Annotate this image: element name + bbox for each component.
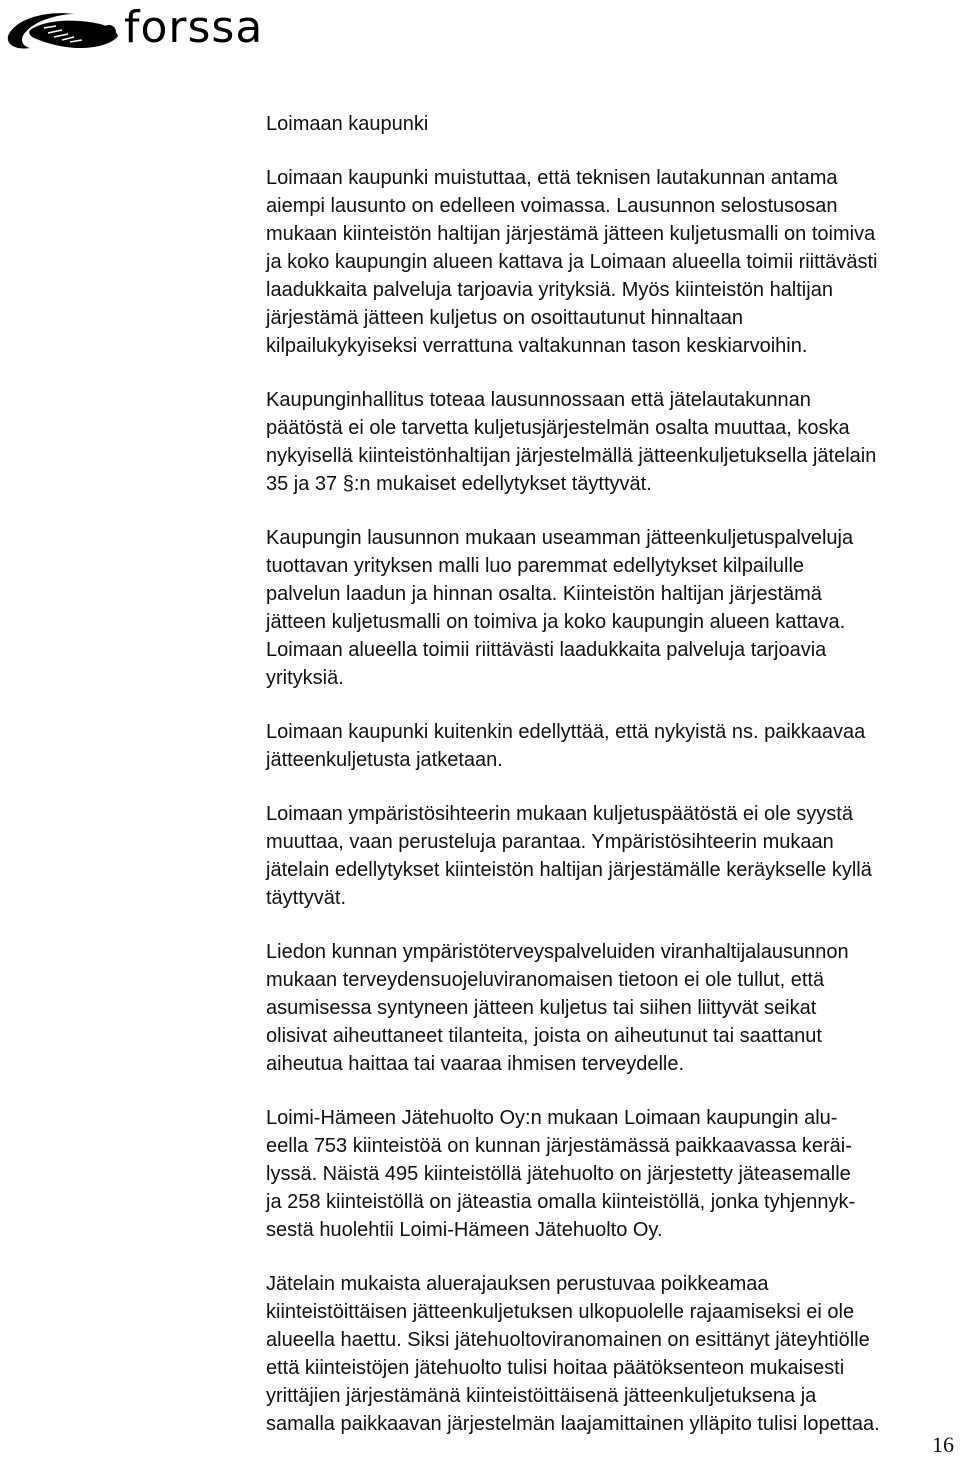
paragraph-loimi-hame: Loimi-Hämeen Jätehuolto Oy:n mukaan Loimaan kaupungin alu- eella 753 kiinteistöä on kunnan järjestämässä paikkaavassa keräi- lyssä. Näistä 495 kiinteistöllä jätehuolto on järjestetty jäteasemalle ja 258 kiinteistöllä on jäteastia omalla kiinteistöllä, jonka tyhjennyk- sestä huolehtii Loimi-Hämeen Jätehuolto Oy. [266,1107,856,1241]
paragraph-lieto-health: Liedon kunnan ympäristöterveyspalveluiden viranhaltijalausunnon mukaan terveydensuojeluviranomaisen tietoon ei ole tullut, että asumisessa syntyneen jätteen kuljetus tai siihen liittyvät seikat olisivat aiheuttaneet tilanteita, joista on aiheutunut tai saattanut aiheutua haittaa tai vaaraa ihmisen terveydelle. [266,941,849,1075]
paragraph-waste-law: Jätelain mukaista aluerajauksen perustuvaa poikkeamaa kiinteistöittäisen jätteenkuljetuksen ulkopuolelle rajaamiseksi ei ole alueella haettu. Siksi jätehuoltoviranomainen on esittänyt jäteyhtiölle että kiinteistöjen jätehuolto tulisi hoitaa päätöksenteon mukaisesti yrittäjien järjestämänä kiinteistöittäisenä jätteenkuljetuksena ja samalla paikkaavan järjestelmän laajamittainen ylläpito tulisi lopettaa. [266,1273,880,1435]
page-number: 16 [932,1432,954,1457]
paragraph-loimaa-statement: Loimaan kaupunki muistuttaa, että teknisen lautakunnan antama aiempi lausunto on edelleen voimassa. Lausunnon selostusosan mukaan kiinteistön haltijan järjestämä jätteen kuljetusmalli on toimiva ja koko kaupungin alueen kattava ja Loimaan alueella toimii riittävästi laadukkaita palveluja tarjoavia yrityksiä. Myös kiinteistön haltijan järjestämä jätteen kuljetus on osoittautunut hinnaltaan kilpailukykyiseksi verrattuna valtakunnan tason keskiarvoihin. [266,167,878,357]
paragraph-city-requirement: Loimaan kaupunki kuitenkin edellyttää, että nykyistä ns. paikkaavaa jätteenkuljetusta jatketaan. [266,721,866,771]
paragraph-city-opinion: Kaupungin lausunnon mukaan useamman jätteenkuljetuspalveluja tuottavan yrityksen malli luo paremmat edellytykset kilpailulle palvelun laadun ja hinnan osalta. Kiinteistön haltijan järjestämä jätteen kuljetusmalli on toimiva ja koko kaupungin alueen kattava. Loimaan alueella toimii riittävästi laadukkaita palveluja tarjoavia yrityksiä. [266,527,854,689]
page-header [0,0,960,70]
document-body [266,110,956,1464]
forssa-swoosh-logo-icon [4,6,122,56]
paragraph-environment-secretary: Loimaan ympäristösihteerin mukaan kuljetuspäätöstä ei ole syystä muuttaa, vaan perusteluja parantaa. Ympäristösihteerin mukaan jätelain edellytykset kiinteistön haltijan järjestämälle keräykselle kyllä täyttyvät. [266,803,872,909]
paragraph-city-board: Kaupunginhallitus toteaa lausunnossaan että jätelautakunnan päätöstä ei ole tarvetta kuljetusjärjestelmän osalta muuttaa, koska nykyisellä kiinteistönhaltijan järjestelmällä jätteenkuljetuksella jätelain 35 ja 37 §:n mukaiset edellytykset täyttyvät. [266,389,877,495]
section-heading: Loimaan kaupunki [266,113,429,135]
logo-text: forssa [124,2,264,53]
